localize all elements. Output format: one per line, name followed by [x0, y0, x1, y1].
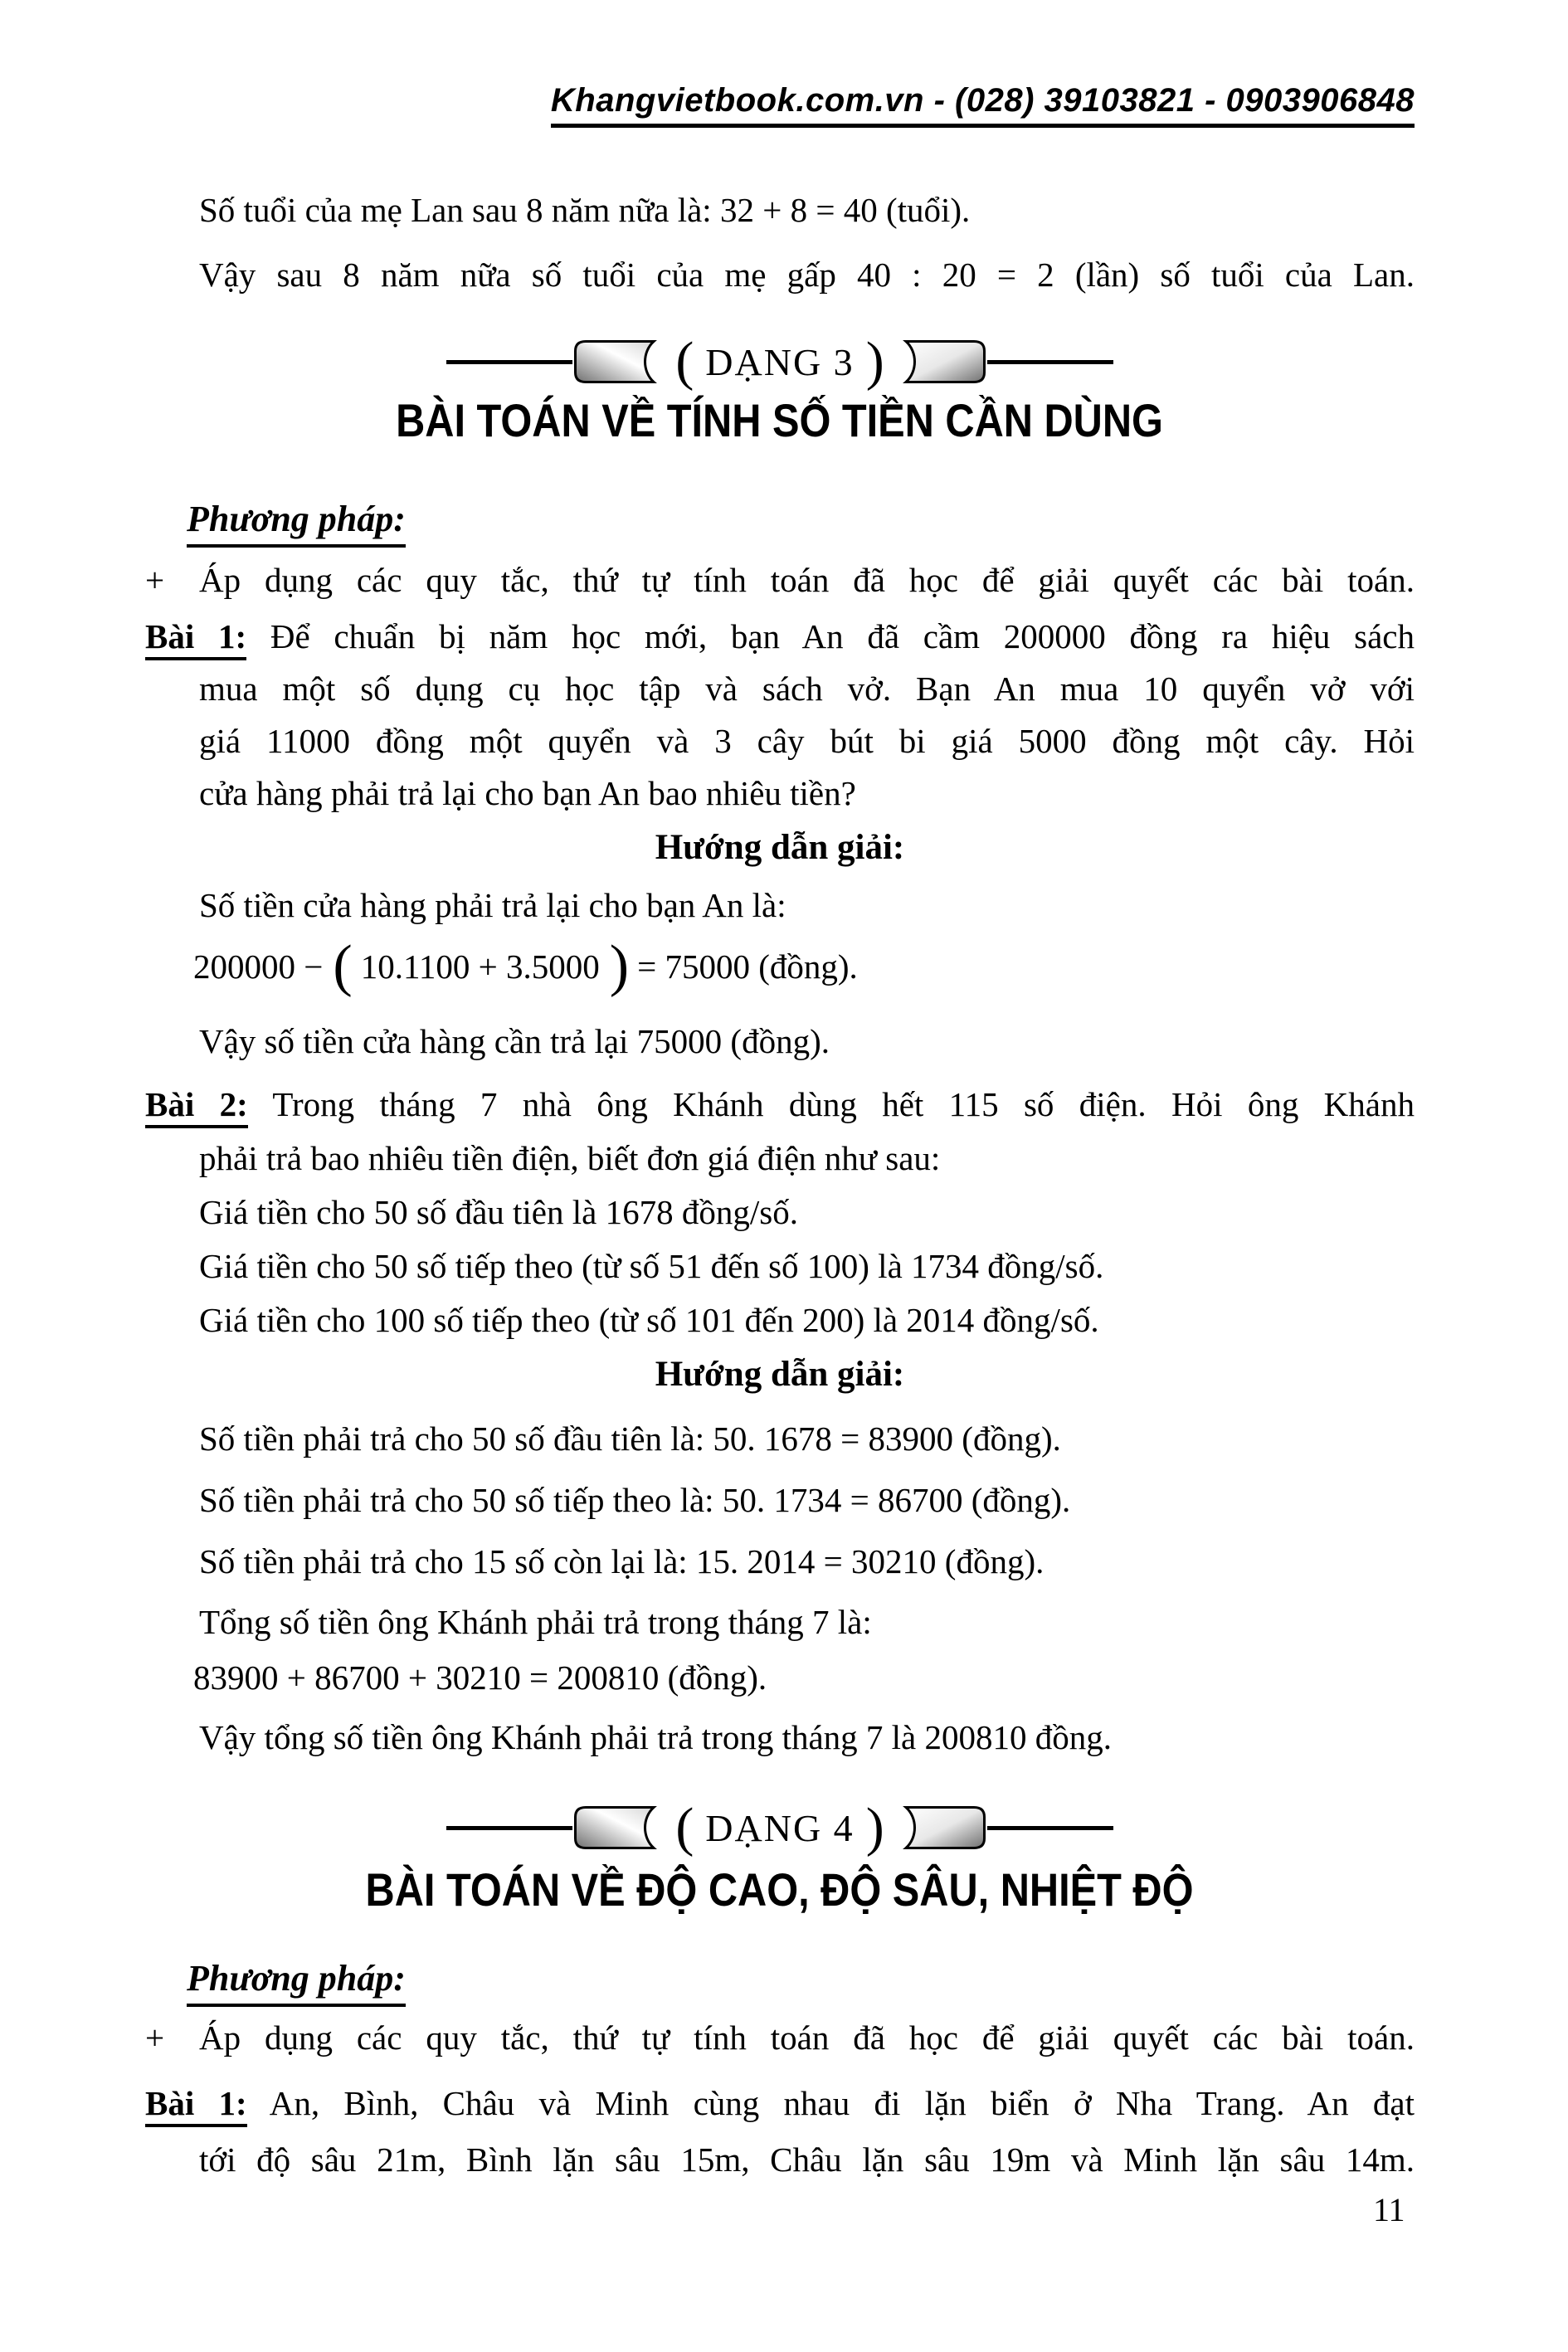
dang3-banner	[145, 331, 1415, 392]
solution2-line: Số tiền phải trả cho 15 số còn lại là: 15. 2014 = 30210 (đồng).	[199, 1542, 1045, 1580]
solution1-conclusion: Vậy số tiền cửa hàng cần trả lại 75000 (đồng).	[199, 1022, 830, 1060]
banner-close-paren: )	[865, 1797, 884, 1858]
problem-line: tới độ sâu 21m, Bình lặn sâu 15m, Châu lặn sâu 19m và Minh lặn sâu 14m.	[199, 2140, 1415, 2179]
problem-line: Bài 2: Trong tháng 7 nhà ông Khánh dùng hết 115 số điện. Hỏi ông Khánh	[145, 1078, 1415, 1132]
intro-line-2: Vậy sau 8 năm nữa số tuổi của mẹ gấp 40 : 20 = 2 (lần) số tuổi của Lan.	[199, 256, 1415, 294]
banner-open-paren: (	[675, 331, 694, 392]
problem-line: phải trả bao nhiêu tiền điện, biết đơn giá điện như sau:	[199, 1139, 941, 1177]
price-tier-line: Giá tiền cho 50 số đầu tiên là 1678 đồng/số.	[199, 1193, 798, 1231]
bai1-label: Bài 1:	[145, 617, 246, 660]
bai1-label: Bài 1:	[145, 2084, 247, 2127]
problem-line: mua một số dụng cụ học tập và sách vở. Bạn An mua 10 quyển vở với	[199, 670, 1415, 708]
solution2-heading: Hướng dẫn giải:	[655, 1355, 905, 1394]
dang3-bai1-problem	[145, 611, 1415, 820]
open-paren: (	[333, 934, 353, 998]
bai2-label: Bài 2:	[145, 1085, 248, 1128]
banner-left-cap	[574, 340, 665, 383]
plus-bullet: +	[145, 2018, 165, 2057]
solution1-heading: Hướng dẫn giải:	[655, 828, 905, 867]
banner-close-paren: )	[865, 331, 884, 392]
banner-rule-right	[987, 1826, 1113, 1830]
banner-open-paren: (	[675, 1797, 694, 1858]
dang3-bai2-problem	[145, 1078, 1415, 1347]
plus-bullet: +	[145, 561, 165, 599]
problem-line: giá 11000 đồng một quyển và 3 cây bút bi giá 5000 đồng một cây. Hỏi	[199, 722, 1415, 760]
price-tier-line: Giá tiền cho 100 số tiếp theo (từ số 101 đến 200) là 2014 đồng/số.	[199, 1301, 1099, 1339]
solution2-line: Số tiền phải trả cho 50 số tiếp theo là: 50. 1734 = 86700 (đồng).	[199, 1481, 1071, 1519]
solution2-conclusion: Vậy tổng số tiền ông Khánh phải trả trong tháng 7 là 200810 đồng.	[199, 1718, 1112, 1756]
solution1-intro: Số tiền cửa hàng phải trả lại cho bạn An là:	[199, 886, 786, 924]
solution2-line: Số tiền phải trả cho 50 số đầu tiên là: 50. 1678 = 83900 (đồng).	[199, 1419, 1061, 1458]
banner-rule-left	[446, 360, 572, 364]
intro-line-1: Số tuổi của mẹ Lan sau 8 năm nữa là: 32 + 8 = 40 (tuổi).	[199, 191, 971, 229]
page-number: 11	[1373, 2191, 1405, 2228]
banner-right-cap	[894, 340, 986, 383]
close-paren: )	[609, 934, 630, 998]
dang3-method-heading: Phương pháp:	[145, 497, 1415, 548]
dang3-method-item: + Áp dụng các quy tắc, thứ tự tính toán đã học để giải quyết các bài toán.	[145, 556, 1415, 604]
solution2-line: Tổng số tiền ông Khánh phải trả trong tháng 7 là:	[199, 1603, 872, 1641]
banner-rule-right	[987, 360, 1113, 364]
solution2-sum-formula: 83900 + 86700 + 30210 = 200810 (đồng).	[193, 1658, 767, 1697]
banner-left-cap	[574, 1806, 665, 1849]
solution1-formula: 200000 − ( 10.1100 + 3.5000 ) = 75000 (đồng).	[193, 934, 858, 998]
banner-rule-left	[446, 1826, 572, 1830]
problem-line: Bài 1: Để chuẩn bị năm học mới, bạn An đã cầm 200000 đồng ra hiệu sách	[145, 611, 1415, 663]
dang4-method-heading: Phương pháp:	[145, 1956, 1415, 2007]
dang4-label: DẠNG 4	[705, 1806, 855, 1849]
page-content	[0, 80, 1568, 2188]
dang4-method-item: + Áp dụng các quy tắc, thứ tự tính toán đã học để giải quyết các bài toán.	[145, 2014, 1415, 2062]
dang4-title: BÀI TOÁN VỀ ĐỘ CAO, ĐỘ SÂU, NHIỆT ĐỘ	[366, 1863, 1194, 1916]
page-header	[145, 80, 1415, 128]
dang4-banner	[145, 1797, 1415, 1858]
price-tier-line: Giá tiền cho 50 số tiếp theo (từ số 51 đến số 100) là 1734 đồng/số.	[199, 1247, 1104, 1285]
problem-line: cửa hàng phải trả lại cho bạn An bao nhiêu tiền?	[199, 774, 856, 812]
header-contact-line: Khangvietbook.com.vn - (028) 39103821 - 0903906848	[551, 82, 1415, 128]
banner-right-cap	[894, 1806, 986, 1849]
dang3-title: BÀI TOÁN VỀ TÍNH SỐ TIỀN CẦN DÙNG	[396, 394, 1164, 446]
dang3-label: DẠNG 3	[705, 340, 855, 383]
problem-line: Bài 1: An, Bình, Châu và Minh cùng nhau đi lặn biển ở Nha Trang. An đạt	[145, 2075, 1415, 2131]
dang4-bai1-problem	[145, 2075, 1415, 2188]
